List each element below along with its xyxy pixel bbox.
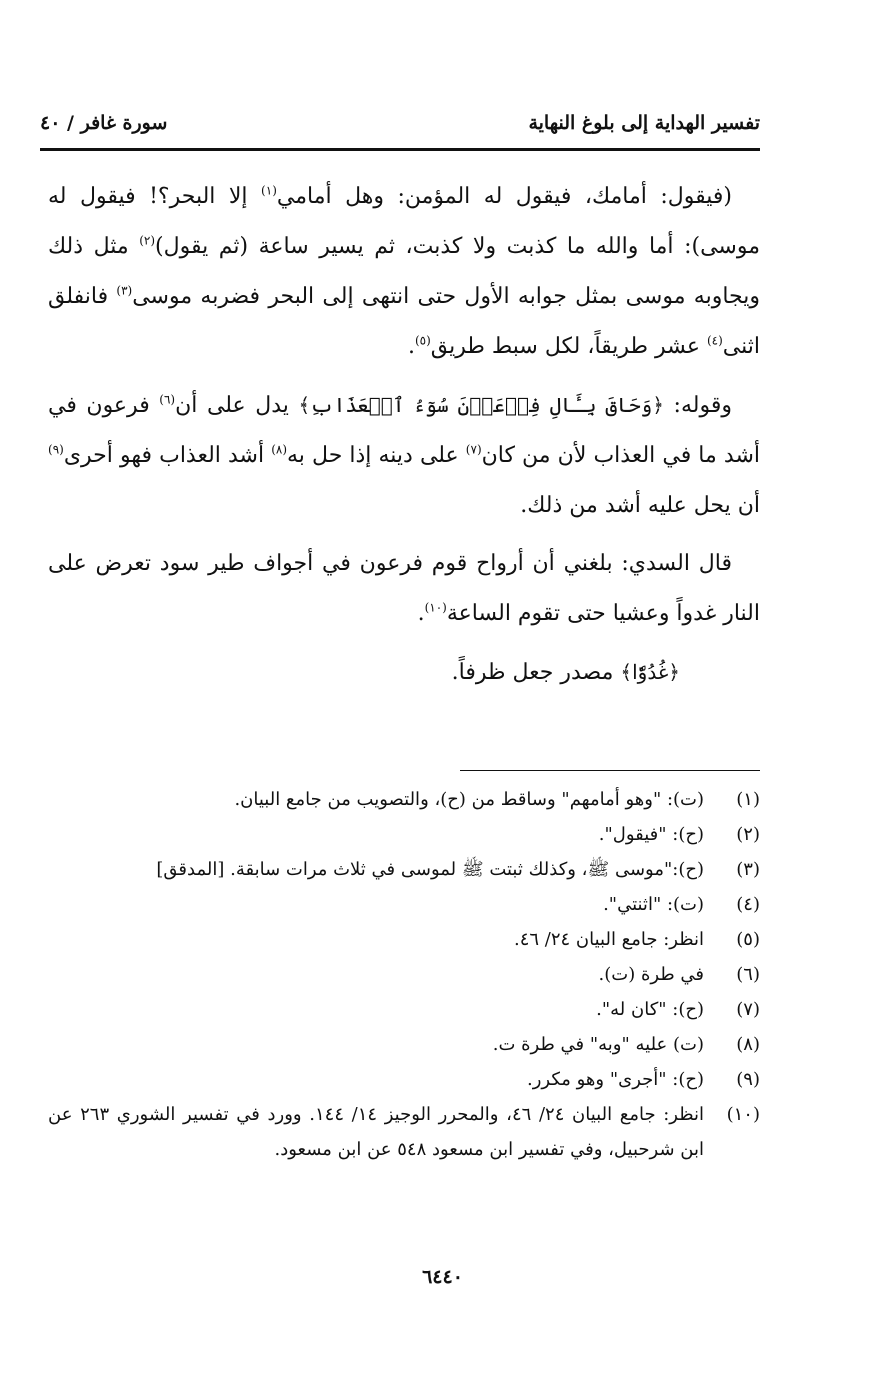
footnote-number: (٥) xyxy=(736,929,760,950)
footnote-ref-7[interactable]: (٧) xyxy=(465,442,482,457)
footnote-text: (ح): "كان له". xyxy=(596,999,704,1020)
text-run: وقوله: xyxy=(664,393,732,418)
footnote-text: (ح): "أجرى" وهو مكرر. xyxy=(526,1069,704,1090)
header-rule xyxy=(40,148,760,151)
text-run: فانفلق اثنى xyxy=(48,284,760,359)
surah-label: سورة غافر / ٤٠ xyxy=(40,112,168,134)
footnote-ref-6[interactable]: (٦) xyxy=(159,392,176,407)
text-run: أن يحل عليه أشد من ذلك. xyxy=(520,493,760,518)
footnote-ref-3[interactable]: (٣) xyxy=(116,283,133,298)
footnote-item xyxy=(48,852,760,887)
main-text xyxy=(48,172,760,698)
footnote-number: (٢) xyxy=(736,824,760,845)
text-run: يدل على أن xyxy=(175,393,299,418)
footnote-text: (ح):"موسى ﷺ، وكذلك ثبتت ﷺ لموسى في ثلاث مرات سابقة. [المدقق] xyxy=(156,859,704,880)
footnote-number: (١) xyxy=(736,789,760,810)
paragraph-1 xyxy=(48,172,760,372)
footnote-item xyxy=(48,1062,760,1097)
footnote-item xyxy=(48,887,760,922)
footnote-ref-9[interactable]: (٩) xyxy=(48,442,64,457)
footnote-separator xyxy=(460,770,760,771)
footnotes xyxy=(48,782,760,1167)
footnote-item xyxy=(48,1097,760,1167)
footnote-text: (ت): "وهو أمامهم" وساقط من (ح)، والتصويب من جامع البيان. xyxy=(234,789,704,810)
footnote-ref-8[interactable]: (٨) xyxy=(271,442,288,457)
text-run: مصدر جعل ظرفاً. xyxy=(451,660,621,685)
text-run: . xyxy=(407,334,415,359)
paragraph-3 xyxy=(48,539,760,639)
text-run: إلا البحر؟! فيقول له موسى): أما والله ما كذبت ولا كذبت، ثم يسير ساعة (ثم يقول) xyxy=(48,184,760,259)
running-header xyxy=(40,108,760,148)
text-run: أشد العذاب فهو أحرى xyxy=(63,443,272,468)
footnote-item xyxy=(48,992,760,1027)
footnote-item xyxy=(48,1027,760,1062)
footnote-number: (١٠) xyxy=(726,1104,760,1125)
paragraph-4 xyxy=(48,647,760,698)
footnote-ref-1[interactable]: (١) xyxy=(261,183,277,198)
page-number: ٦٤٤٠ xyxy=(422,1266,463,1288)
text-run: . xyxy=(417,601,425,626)
footnote-text: (ح): "فيقول". xyxy=(598,824,704,845)
footnote-number: (٦) xyxy=(736,964,760,985)
text-run: مثل ذلك ويجاوبه موسى بمثل جوابه الأول حتى انتهى إلى البحر فضربه موسى xyxy=(48,234,760,309)
footnote-ref-5[interactable]: (٥) xyxy=(414,333,431,348)
text-run: على دينه إذا حل به xyxy=(287,443,466,468)
footnote-text: (ت): "اثنتي". xyxy=(603,894,704,915)
footnote-text: انظر: جامع البيان ٢٤/ ٤٦. xyxy=(513,929,704,950)
footnote-number: (٧) xyxy=(736,999,760,1020)
text-run: فرعون في أشد ما في العذاب لأن من كان xyxy=(48,393,760,468)
quran-verse: ﴿وَحَاقَ بِـَٔالِ فِرۡعَوۡنَ سُوٓءُ ٱلۡعَذَابِ﴾ xyxy=(298,393,664,417)
footnote-ref-2[interactable]: (٢) xyxy=(139,233,156,248)
text-run: عشر طريقاً، لكل سبط طريق xyxy=(430,334,707,359)
footnote-item xyxy=(48,957,760,992)
footnote-text: في طرة (ت). xyxy=(598,964,704,985)
footnote-text: (ت) عليه "وبه" في طرة ت. xyxy=(492,1034,704,1055)
footnote-ref-10[interactable]: (١٠) xyxy=(424,600,447,615)
footnote-number: (٩) xyxy=(736,1069,760,1090)
footnote-number: (٨) xyxy=(736,1034,760,1055)
footnote-number: (٣) xyxy=(736,859,760,880)
footnote-item xyxy=(48,782,760,817)
paragraph-2 xyxy=(48,380,760,531)
text-run: (فيقول: أمامك، فيقول له المؤمن: وهل أمامي xyxy=(276,184,733,209)
quran-word: ﴿غُدُوّٗا﴾ xyxy=(620,660,680,684)
text-run: قال السدي: بلغني أن أرواح قوم فرعون في أجواف طير سود تعرض على النار غدواً وعشيا حتى تقوم الساعة xyxy=(48,551,760,626)
footnote-text: انظر: جامع البيان ٢٤/ ٤٦، والمحرر الوجيز ١٤/ ١٤٤. وورد في تفسير الشوري ٢٦٣ عن ابن شرحبيل، وفي تفسير ابن مسعود ٥٤٨ عن ابن مسعود. xyxy=(48,1104,705,1160)
footnote-number: (٤) xyxy=(736,894,760,915)
footnote-item xyxy=(48,817,760,852)
book-title: تفسير الهداية إلى بلوغ النهاية xyxy=(528,112,760,134)
footnote-ref-4[interactable]: (٤) xyxy=(706,333,723,348)
footnote-item xyxy=(48,922,760,957)
